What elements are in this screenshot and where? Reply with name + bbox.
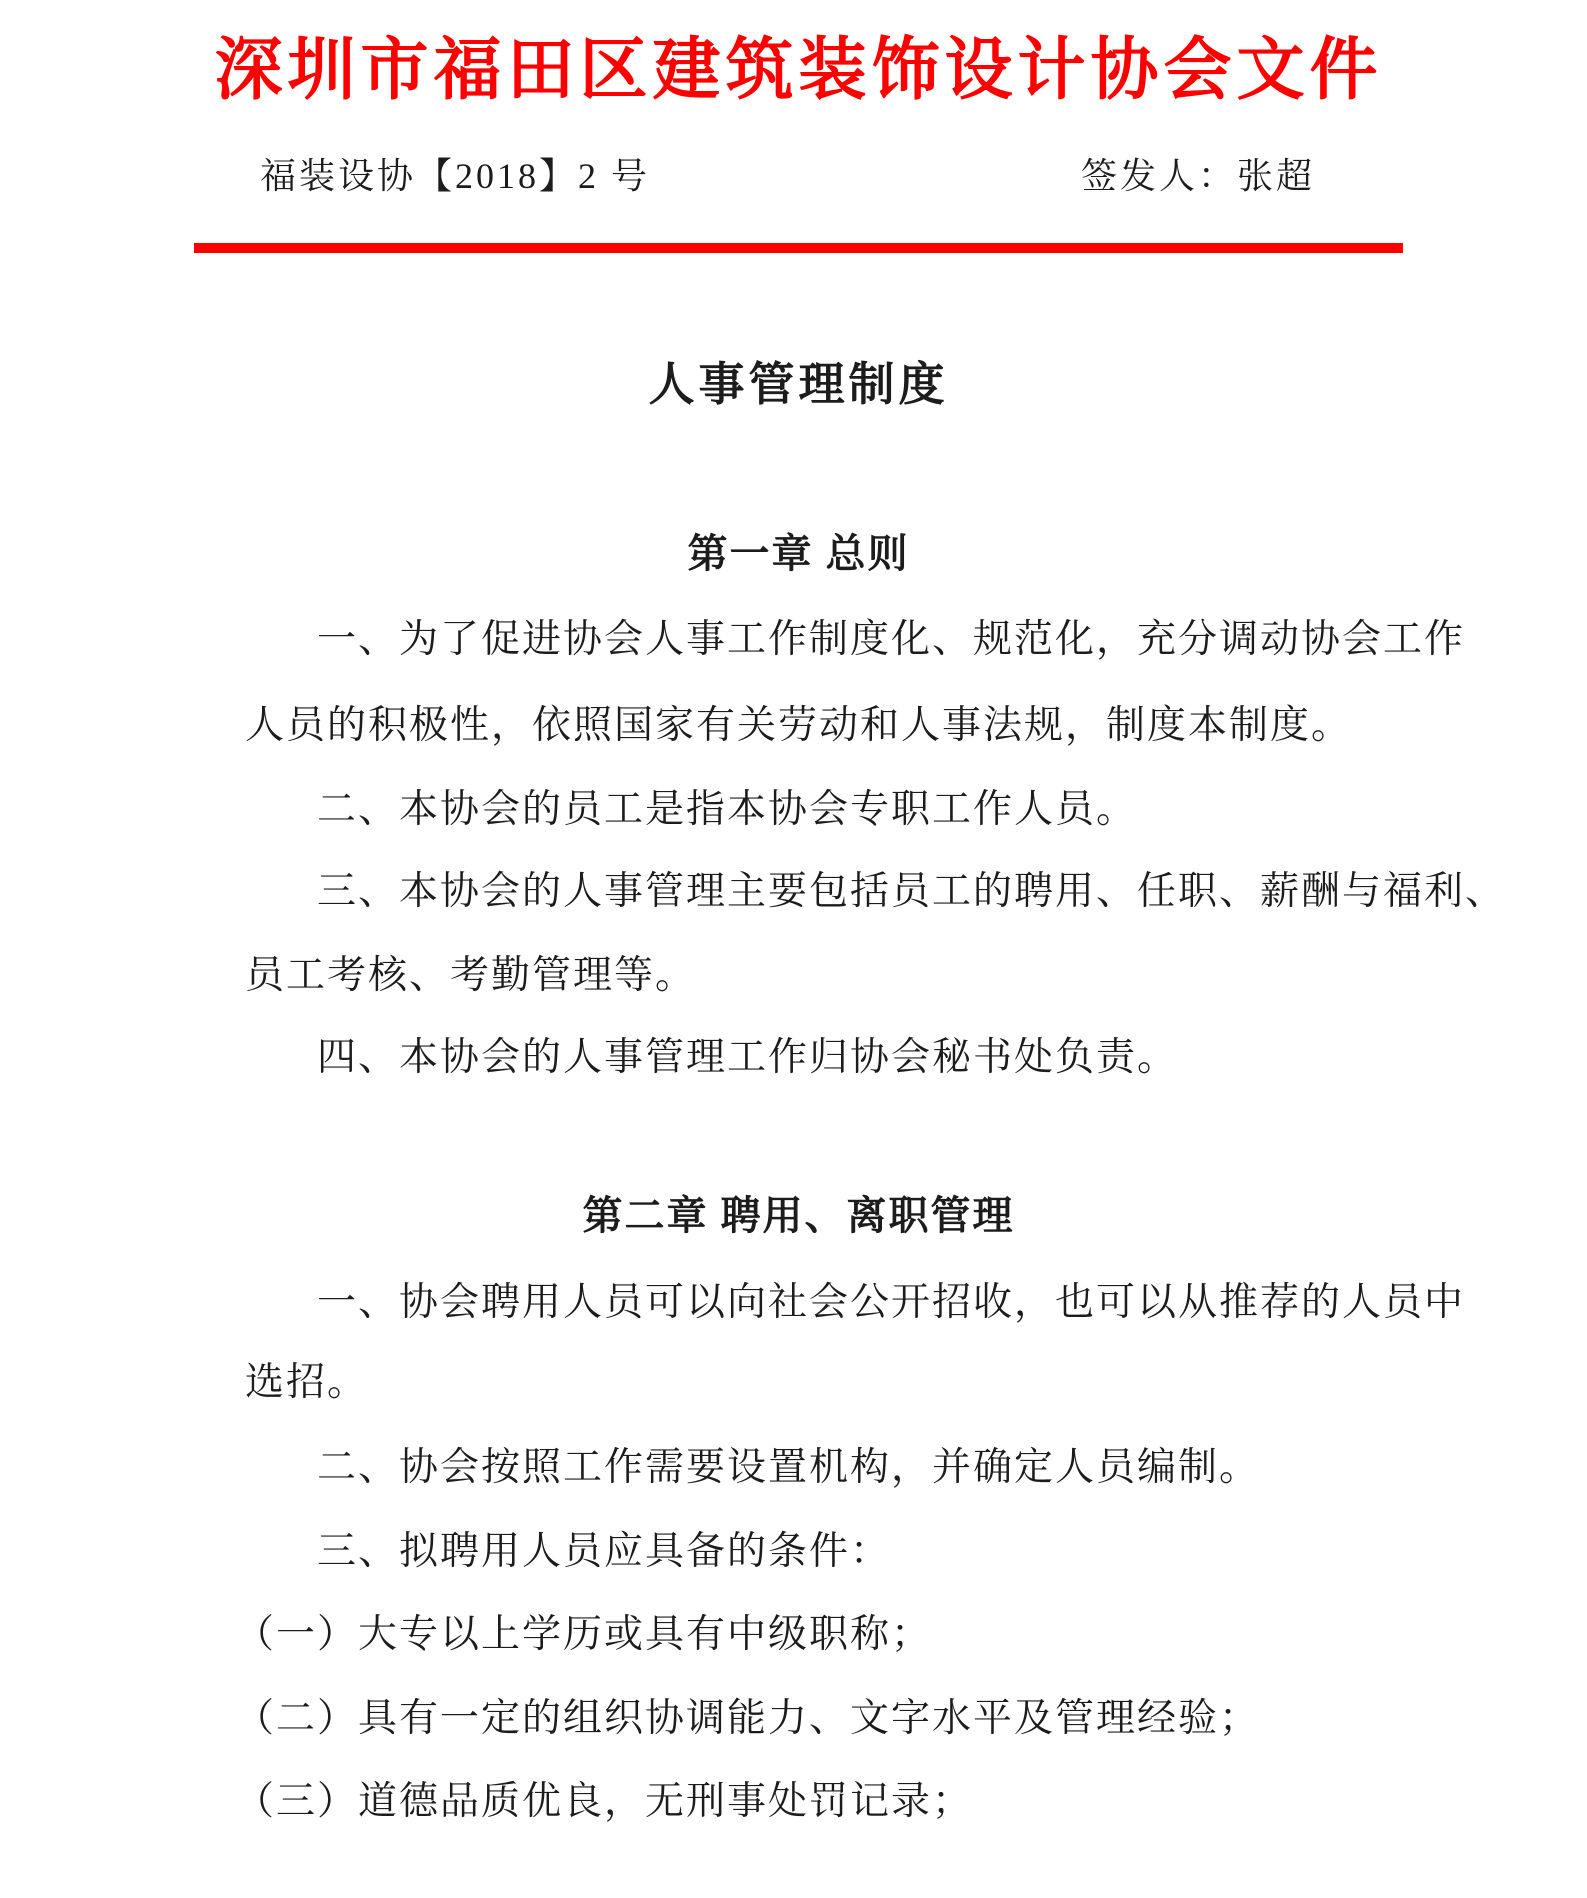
document-line: 三、本协会的人事管理主要包括员工的聘用、任职、薪酬与福利、 (317, 870, 1507, 913)
letterhead-org-title: 深圳市福田区建筑装饰设计协会文件 (214, 32, 1383, 108)
document-line: 一、为了促进协会人事工作制度化、规范化，充分调动协会工作 (317, 618, 1466, 661)
document-line: 三、拟聘用人员应具备的条件： (317, 1530, 892, 1573)
chapter-heading: 第二章 聘用、离职管理 (582, 1193, 1015, 1238)
document-line: （三）道德品质优良，无刑事处罚记录； (235, 1780, 974, 1823)
signer-label: 签发人：张超 (1080, 156, 1315, 196)
document-line: 员工考核、考勤管理等。 (245, 954, 697, 997)
doc-meta-row (0, 158, 1587, 202)
chapter-heading: 第一章 总则 (687, 531, 910, 576)
document-line: （二）具有一定的组织协调能力、文字水平及管理经验； (235, 1697, 1261, 1740)
document-line: 二、协会按照工作需要设置机构，并确定人员编制。 (317, 1446, 1261, 1489)
document-line: 一、协会聘用人员可以向社会公开招收，也可以从推荐的人员中 (317, 1281, 1466, 1324)
document-line: （一）大专以上学历或具有中级职称； (235, 1613, 933, 1656)
document-line: 二、本协会的员工是指本协会专职工作人员。 (317, 788, 1138, 831)
letterhead-divider-rule (194, 243, 1403, 253)
document-line: 四、本协会的人事管理工作归协会秘书处负责。 (317, 1036, 1179, 1079)
document-line: 人员的积极性，依照国家有关劳动和人事法规，制度本制度。 (245, 704, 1353, 747)
document-title: 人事管理制度 (648, 359, 949, 410)
doc-number: 福装设协【2018】2 号 (260, 156, 651, 196)
document-line: 选招。 (245, 1361, 369, 1404)
